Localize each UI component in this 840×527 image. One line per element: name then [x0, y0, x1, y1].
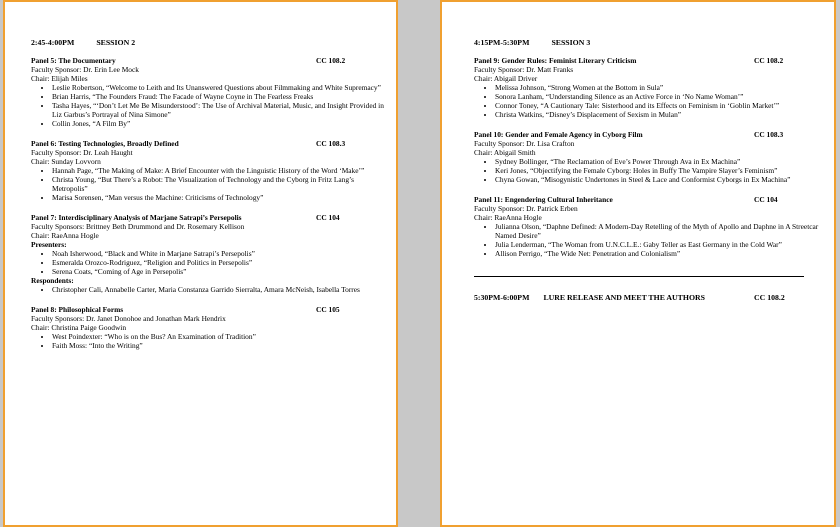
- release-title: LURE RELEASE AND MEET THE AUTHORS: [543, 293, 705, 302]
- session-label: SESSION 3: [551, 38, 591, 47]
- respondents-item: • Christopher Cali, Annabelle Carter, Maria Constanza Garrido Sierralta, Amara McNeish, Isabella Torres: [52, 285, 384, 294]
- panel-5: [31, 56, 384, 128]
- presentation-item: • Christa Young, “But There’s a Robot: The Visualization of Technology and the Cyborg in Fritz Lang’s Metropolis”: [52, 175, 384, 193]
- panel-title: Panel 5: The Documentary: [31, 56, 116, 65]
- presentation-item: • Sydney Bollinger, “The Reclamation of Eve’s Power Through Ava in Ex Machina”: [495, 157, 822, 166]
- panel-7: [31, 213, 384, 294]
- faculty-sponsor: Faculty Sponsor: Dr. Matt Franks: [474, 65, 574, 74]
- panel-title: Panel 9: Gender Rules: Feminist Literary Criticism: [474, 56, 637, 65]
- panel-6: [31, 139, 384, 202]
- room-number: CC 104: [754, 195, 778, 204]
- panel-10: [474, 130, 822, 184]
- panel-8: [31, 305, 384, 350]
- release-time: 5:30PM-6:00PM: [474, 293, 530, 302]
- session-time: 2:45-4:00PM: [31, 38, 75, 47]
- respondents-heading: Respondents:: [31, 276, 74, 285]
- faculty-sponsor: Faculty Sponsor: Dr. Erin Lee Mock: [31, 65, 139, 74]
- presentation-item: • Connor Toney, “A Cautionary Tale: Sisterhood and its Effects on Feminism in ‘Goblin Market’”: [495, 101, 822, 110]
- faculty-sponsor: Faculty Sponsor: Dr. Leah Haught: [31, 148, 133, 157]
- presentation-item: • Allison Perrigo, “The Wide Net: Penetration and Colonialism”: [495, 249, 822, 258]
- presentation-item: • Chyna Gowan, “Misogynistic Undertones in Steel & Lace and Conformist Cyborgs in Ex Machina”: [495, 175, 822, 184]
- presentation-item: • Christa Watkins, “Disney’s Displacement of Sexism in Mulan”: [495, 110, 822, 119]
- session-time: 4:15PM-5:30PM: [474, 38, 530, 47]
- room-number: CC 108.3: [754, 130, 784, 139]
- presentation-item: • Leslie Robertson, “Welcome to Leith and Its Unanswered Questions about Filmmaking and White Supremacy”: [52, 83, 384, 92]
- panel-title: Panel 8: Philosophical Forms: [31, 305, 124, 314]
- presentation-item: • Tasha Hayes, “‘Don’t Let Me Be Misunderstood’: The Use of Archival Material, Music, and Insight Provided in Liz Garbus’s Portrayal of Nina Simone”: [52, 101, 384, 119]
- session-header: [474, 38, 822, 47]
- faculty-sponsor: Faculty Sponsors: Dr. Janet Donohoe and Jonathan Mark Hendrix: [31, 314, 226, 323]
- panel-chair: Chair: Christina Paige Goodwin: [31, 323, 127, 332]
- room-number: CC 108.3: [316, 139, 346, 148]
- panel-chair: Chair: Abigail Smith: [474, 148, 536, 157]
- panel-chair: Chair: RaeAnna Hogle: [31, 231, 99, 240]
- presentation-item: • Sonora Lanham, “Understanding Silence as an Active Force in ‘No Name Woman’”: [495, 92, 822, 101]
- panel-11: [474, 195, 822, 258]
- panel-chair: Chair: Sunday Lovvorn: [31, 157, 101, 166]
- presentation-item: • Noah Isherwood, “Black and White in Marjane Satrapi’s Persepolis”: [52, 249, 384, 258]
- presentation-item: • Serena Coats, “Coming of Age in Persepolis”: [52, 267, 384, 276]
- section-divider: [474, 276, 804, 277]
- panel-chair: Chair: Abigail Driver: [474, 74, 538, 83]
- presentation-item: • Julia Lenderman, “The Woman from U.N.C.L.E.: Gaby Teller as East Germany in the Cold War”: [495, 240, 822, 249]
- presentation-item: • Keri Jones, “Objectifying the Female Cyborg: Holes in Buffy The Vampire Slayer’s Feminism”: [495, 166, 822, 175]
- presentation-item: • Julianna Olson, “Daphne Defined: A Modern-Day Retelling of the Myth of Apollo and Daphne in A Streetcar Named Desire”: [495, 222, 822, 240]
- panel-title: Panel 7: Interdisciplinary Analysis of Marjane Satrapi’s Persepolis: [31, 213, 242, 222]
- presenters-heading: Presenters:: [31, 240, 67, 249]
- presentation-item: • Marisa Sorensen, “Man versus the Machine: Criticisms of Technology”: [52, 193, 384, 202]
- presentation-item: • West Poindexter: “Who is on the Bus? An Examination of Tradition”: [52, 332, 384, 341]
- presentation-item: • Hannah Page, “The Making of Make: A Brief Encounter with the Linguistic History of the Word ‘Make’”: [52, 166, 384, 175]
- document-page-left: [3, 0, 398, 527]
- release-event: [474, 293, 822, 302]
- panel-chair: Chair: Elijah Miles: [31, 74, 88, 83]
- faculty-sponsor: Faculty Sponsors: Brittney Beth Drummond and Dr. Rosemary Kellison: [31, 222, 245, 231]
- room-number: CC 104: [316, 213, 340, 222]
- panel-9: [474, 56, 822, 119]
- faculty-sponsor: Faculty Sponsor: Dr. Patrick Erben: [474, 204, 578, 213]
- room-number: CC 108.2: [316, 56, 346, 65]
- faculty-sponsor: Faculty Sponsor: Dr. Lisa Crafton: [474, 139, 575, 148]
- panel-title: Panel 11: Engendering Cultural Inheritance: [474, 195, 613, 204]
- presentation-item: • Collin Jones, “A Film By”: [52, 119, 384, 128]
- presentation-item: • Brian Harris, “The Founders Fraud: The Facade of Wayne Coyne in The Fearless Freaks: [52, 92, 384, 101]
- presentation-item: • Esmeralda Orozco-Rodriguez, “Religion and Politics in Persepolis”: [52, 258, 384, 267]
- presentation-item: • Faith Moss: “Into the Writing”: [52, 341, 384, 350]
- room-number: CC 105: [316, 305, 340, 314]
- room-number: CC 108.2: [754, 56, 784, 65]
- session-label: SESSION 2: [96, 38, 136, 47]
- panel-title: Panel 6: Testing Technologies, Broadly Defined: [31, 139, 179, 148]
- panel-title: Panel 10: Gender and Female Agency in Cyborg Film: [474, 130, 643, 139]
- room-number: CC 108.2: [754, 293, 785, 302]
- session-header: [31, 38, 384, 47]
- document-page-right: [440, 0, 836, 527]
- panel-chair: Chair: RaeAnna Hogle: [474, 213, 542, 222]
- presentation-item: • Melissa Johnson, “Strong Women at the Bottom in Sula”: [495, 83, 822, 92]
